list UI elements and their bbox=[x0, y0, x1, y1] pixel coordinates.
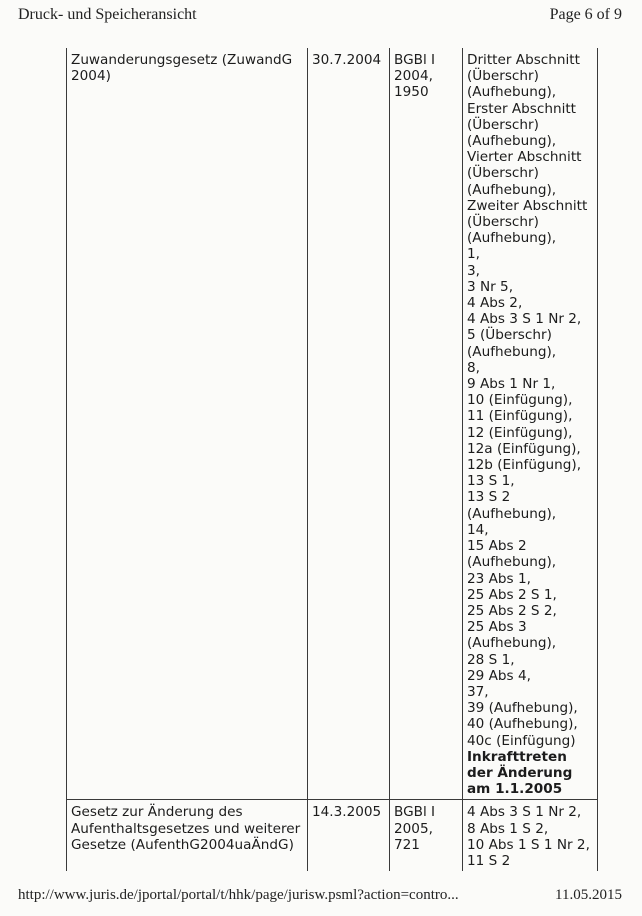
provision-item: 28 S 1, bbox=[467, 651, 515, 668]
gazette-citation: BGBl I 2004, 1950 bbox=[394, 52, 436, 101]
provision-item: 14, bbox=[467, 521, 489, 538]
provision-item: 25 Abs 3 bbox=[467, 619, 527, 636]
provision-item: 10 Abs 1 S 1 Nr 2, bbox=[467, 836, 590, 853]
law-name: Zuwanderungsgesetz (ZuwandG 2004) bbox=[71, 52, 293, 85]
law-date: 14.3.2005 bbox=[312, 804, 382, 821]
provision-item: 40 (Aufhebung), bbox=[467, 716, 578, 733]
provision-item: 29 Abs 4, bbox=[467, 667, 531, 684]
provision-item: 12b (Einfügung), bbox=[467, 457, 582, 474]
provision-item: (Aufhebung), bbox=[467, 84, 557, 101]
page-number: Page 6 of 9 bbox=[549, 6, 622, 23]
print-footer bbox=[18, 887, 622, 907]
table-row bbox=[67, 48, 598, 800]
provision-item: 5 (Überschr) bbox=[467, 327, 552, 344]
provision-item: 4 Abs 3 S 1 Nr 2, bbox=[467, 311, 582, 328]
provision-item: (Aufhebung), bbox=[467, 133, 557, 150]
changed-provisions-cell bbox=[463, 48, 598, 800]
provision-item: 25 Abs 2 S 1, bbox=[467, 586, 557, 603]
provision-item: 12 (Einfügung), bbox=[467, 424, 573, 441]
provision-item: (Überschr) bbox=[467, 68, 539, 85]
changed-provisions-cell bbox=[463, 800, 598, 871]
table-row bbox=[67, 800, 598, 871]
provision-item: 3, bbox=[467, 262, 480, 279]
print-header bbox=[18, 6, 622, 26]
provision-item: 13 S 1, bbox=[467, 473, 515, 490]
provision-item: Erster Abschnitt bbox=[467, 100, 577, 117]
changed-provisions-list bbox=[467, 804, 594, 869]
provision-item: 9 Abs 1 Nr 1, bbox=[467, 376, 556, 393]
provision-item: 8, bbox=[467, 359, 480, 376]
provision-item: 12a (Einfügung), bbox=[467, 440, 581, 457]
provision-item: 15 Abs 2 bbox=[467, 538, 527, 555]
provision-item: Dritter Abschnitt bbox=[467, 52, 580, 68]
provision-item: 8 Abs 1 S 2, bbox=[467, 820, 549, 837]
provision-item: 11 S 2 bbox=[467, 852, 511, 869]
provision-item: 39 (Aufhebung), bbox=[467, 700, 578, 717]
print-date: 11.05.2015 bbox=[555, 887, 622, 903]
provision-item: (Überschr) bbox=[467, 116, 539, 133]
provision-item: 10 (Einfügung), bbox=[467, 392, 573, 409]
changed-provisions-list bbox=[467, 52, 594, 797]
provision-item: 23 Abs 1, bbox=[467, 570, 531, 587]
citation-cell bbox=[390, 48, 463, 800]
provision-item: 1, bbox=[467, 246, 480, 263]
effective-date-note: Inkrafttreten der Änderung am 1.1.2005 bbox=[467, 748, 573, 798]
provision-item: 4 Abs 2, bbox=[467, 295, 523, 312]
law-name: Gesetz zur Änderung des Aufenthaltsgesetzes und weiterer Gesetze (AufenthG2004uaÄndG) bbox=[71, 804, 301, 853]
provision-item: (Überschr) bbox=[467, 165, 539, 182]
provision-item: 13 S 2 bbox=[467, 489, 511, 506]
provision-item: 4 Abs 3 S 1 Nr 2, bbox=[467, 804, 582, 821]
provision-item: (Aufhebung), bbox=[467, 230, 557, 247]
amendments-table bbox=[66, 48, 598, 871]
provision-item: Zweiter Abschnitt bbox=[467, 197, 588, 214]
provision-item: 11 (Einfügung), bbox=[467, 408, 573, 425]
provision-item: (Überschr) bbox=[467, 214, 539, 231]
provision-item: 3 Nr 5, bbox=[467, 278, 514, 295]
provision-item: (Aufhebung), bbox=[467, 343, 557, 360]
provision-item: Vierter Abschnitt bbox=[467, 149, 582, 166]
law-date: 30.7.2004 bbox=[312, 52, 382, 68]
provision-item: 40c (Einfügung) bbox=[467, 732, 576, 749]
law-name-cell bbox=[67, 48, 308, 800]
provision-item: (Aufhebung), bbox=[467, 181, 557, 198]
date-cell bbox=[308, 800, 390, 871]
provision-item: 25 Abs 2 S 2, bbox=[467, 602, 557, 619]
source-url: http://www.juris.de/jportal/portal/t/hhk/page/jurisw.psml?action=contro... bbox=[18, 887, 459, 903]
law-name-cell bbox=[67, 800, 308, 871]
gazette-citation: BGBl I 2005, 721 bbox=[394, 804, 436, 853]
provision-item: (Aufhebung), bbox=[467, 554, 557, 571]
provision-item: (Aufhebung), bbox=[467, 505, 557, 522]
provision-item: (Aufhebung), bbox=[467, 635, 557, 652]
citation-cell bbox=[390, 800, 463, 871]
date-cell bbox=[308, 48, 390, 800]
provision-item: 37, bbox=[467, 683, 489, 700]
print-view-title: Druck- und Speicheransicht bbox=[18, 6, 197, 23]
